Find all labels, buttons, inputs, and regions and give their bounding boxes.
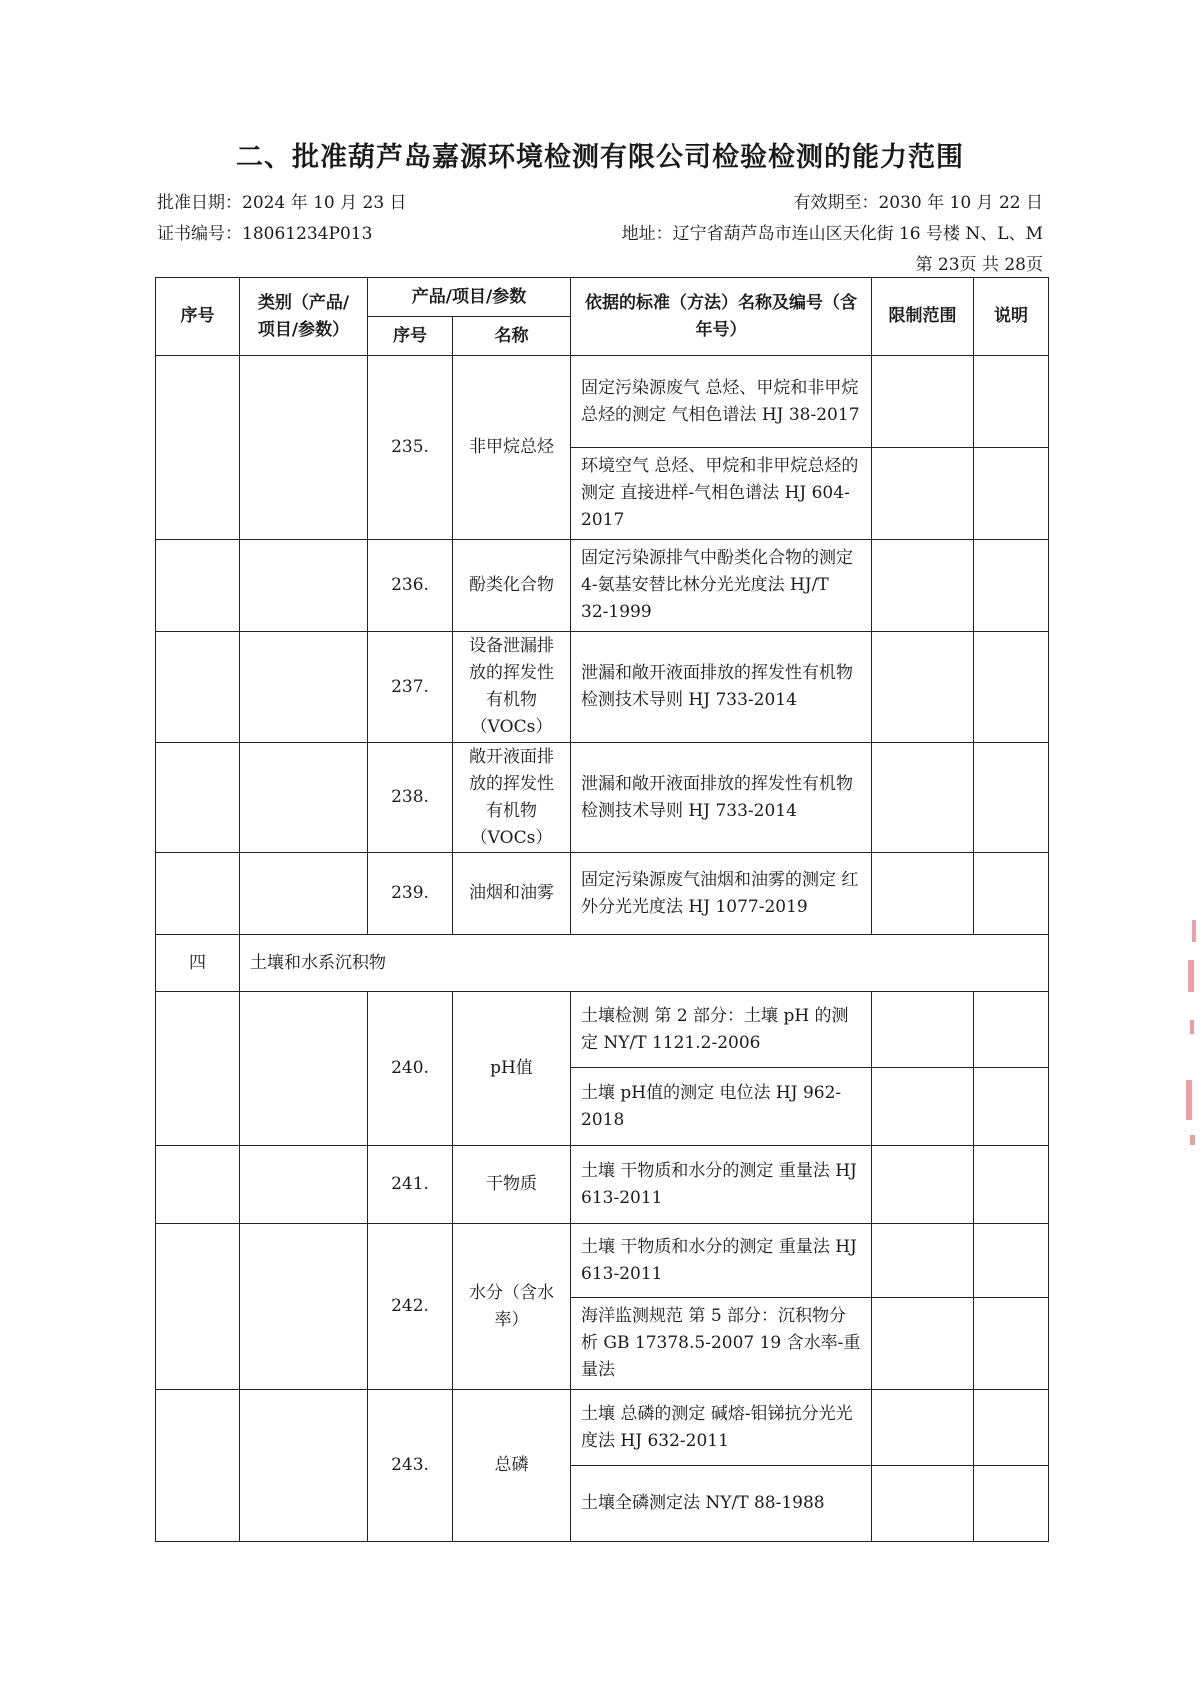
note-cell [974,632,1049,743]
limit-cell [872,356,974,448]
table-row [156,632,1049,743]
approval-date: 批准日期：2024 年 10 月 23 日 [157,193,407,213]
table-row [156,1224,1049,1298]
cell-category [240,992,368,1146]
table-row [156,356,1049,448]
note-cell [974,540,1049,632]
table-row [156,1390,1049,1466]
item-name: pH值 [453,992,571,1146]
capability-table [155,277,1049,1542]
item-name: 酚类化合物 [453,540,571,632]
limit-cell [872,1466,974,1542]
item-number: 236. [368,540,453,632]
stamp-mark [1186,1080,1192,1120]
header-note: 说明 [974,278,1049,356]
item-number: 241. [368,1146,453,1224]
note-cell [974,1068,1049,1146]
note-cell [974,992,1049,1068]
note-cell [974,1390,1049,1466]
limit-cell [872,1298,974,1390]
table-row [156,853,1049,935]
standard-text: 固定污染源排气中酚类化合物的测定 4-氨基安替比林分光光度法 HJ/T 32-1999 [571,540,872,632]
limit-cell [872,540,974,632]
item-number: 240. [368,992,453,1146]
page-title: 二、批准葫芦岛嘉源环境检测有限公司检验检测的能力范围 [236,142,964,173]
cell-category [240,540,368,632]
limit-cell [872,1146,974,1224]
item-name: 总磷 [453,1390,571,1542]
item-name: 设备泄漏排放的挥发性有机物（VOCs） [453,632,571,743]
item-number: 238. [368,743,453,853]
item-number: 242. [368,1224,453,1390]
standard-text: 固定污染源废气油烟和油雾的测定 红外分光光度法 HJ 1077-2019 [571,853,872,935]
header-standard: 依据的标准（方法）名称及编号（含年号） [571,278,872,356]
header-limit: 限制范围 [872,278,974,356]
table-row [156,1146,1049,1224]
standard-text: 土壤 总磷的测定 碱熔-钼锑抗分光光度法 HJ 632-2011 [571,1390,872,1466]
cell-seq [156,853,240,935]
item-name: 非甲烷总烃 [453,356,571,540]
limit-cell [872,992,974,1068]
standard-text: 土壤 干物质和水分的测定 重量法 HJ 613-2011 [571,1224,872,1298]
cell-category [240,632,368,743]
cell-category [240,853,368,935]
cell-category [240,1224,368,1390]
header-sub-name: 名称 [453,317,571,356]
limit-cell [872,1390,974,1466]
cell-seq [156,632,240,743]
standard-text: 环境空气 总烃、甲烷和非甲烷总烃的测定 直接进样-气相色谱法 HJ 604-2017 [571,448,872,540]
cell-category [240,356,368,540]
note-cell [974,1146,1049,1224]
limit-cell [872,1068,974,1146]
item-name: 敞开液面排放的挥发性有机物（VOCs） [453,743,571,853]
cell-category [240,1146,368,1224]
standard-text: 土壤 干物质和水分的测定 重量法 HJ 613-2011 [571,1146,872,1224]
item-number: 237. [368,632,453,743]
standard-text: 海洋监测规范 第 5 部分：沉积物分析 GB 17378.5-2007 19 含水率-重量法 [571,1298,872,1390]
item-name: 油烟和油雾 [453,853,571,935]
section-name: 土壤和水系沉积物 [240,935,1049,992]
cell-seq [156,540,240,632]
cell-seq [156,356,240,540]
note-cell [974,356,1049,448]
page-number: 第 23页 共 28页 [915,255,1043,275]
stamp-mark [1188,960,1194,992]
header-sub-seq: 序号 [368,317,453,356]
cell-category [240,1390,368,1542]
table-row [156,743,1049,853]
header-category: 类别（产品/项目/参数） [240,278,368,356]
item-name: 水分（含水率） [453,1224,571,1390]
note-cell [974,1224,1049,1298]
limit-cell [872,853,974,935]
cell-seq [156,1146,240,1224]
cell-seq [156,743,240,853]
cell-seq [156,992,240,1146]
note-cell [974,1298,1049,1390]
certificate-number: 证书编号：18061234P013 [157,224,373,244]
table-row [156,992,1049,1068]
stamp-mark [1190,1135,1195,1145]
limit-cell [872,632,974,743]
standard-text: 泄漏和敞开液面排放的挥发性有机物检测技术导则 HJ 733-2014 [571,743,872,853]
cell-seq [156,1390,240,1542]
item-number: 235. [368,356,453,540]
section-number: 四 [156,935,240,992]
standard-text: 土壤 pH值的测定 电位法 HJ 962-2018 [571,1068,872,1146]
cell-seq [156,1224,240,1390]
standard-text: 土壤检测 第 2 部分：土壤 pH 的测定 NY/T 1121.2-2006 [571,992,872,1068]
address: 地址：辽宁省葫芦岛市连山区天化街 16 号楼 N、L、M [621,224,1043,244]
standard-text: 土壤全磷测定法 NY/T 88-1988 [571,1466,872,1542]
item-name: 干物质 [453,1146,571,1224]
stamp-mark [1192,920,1196,942]
header-product-group: 产品/项目/参数 [368,278,571,317]
valid-until: 有效期至：2030 年 10 月 22 日 [793,193,1043,213]
standard-text: 泄漏和敞开液面排放的挥发性有机物检测技术导则 HJ 733-2014 [571,632,872,743]
standard-text: 固定污染源废气 总烃、甲烷和非甲烷总烃的测定 气相色谱法 HJ 38-2017 [571,356,872,448]
note-cell [974,853,1049,935]
note-cell [974,1466,1049,1542]
limit-cell [872,1224,974,1298]
note-cell [974,743,1049,853]
cell-category [240,743,368,853]
item-number: 239. [368,853,453,935]
limit-cell [872,743,974,853]
limit-cell [872,448,974,540]
table-row [156,540,1049,632]
section-row [156,935,1049,992]
stamp-mark [1190,1020,1194,1034]
header-seq: 序号 [156,278,240,356]
item-number: 243. [368,1390,453,1542]
note-cell [974,448,1049,540]
